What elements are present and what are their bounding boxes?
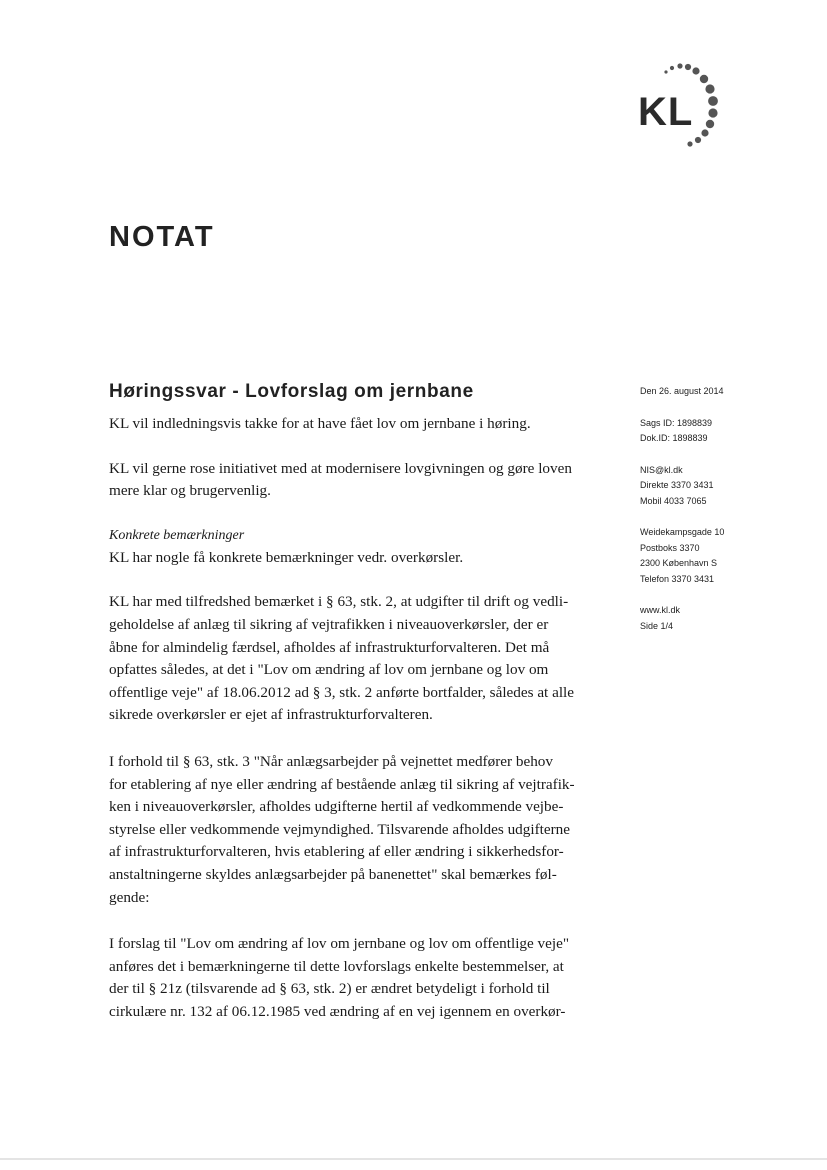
text-line: åbne for almindelig færdsel, afholdes af infrastrukturforvalteren. Det må xyxy=(109,638,550,656)
case-id-block xyxy=(640,416,800,447)
website: www.kl.dk xyxy=(640,605,681,615)
scan-edge-divider xyxy=(0,1158,827,1160)
sidebar-metadata xyxy=(640,384,800,650)
case-id: Sags ID: 1898839 xyxy=(640,417,713,428)
document-date: Den 26. august 2014 xyxy=(640,386,724,396)
paragraph-body-2 xyxy=(109,751,604,909)
paragraph-body-1 xyxy=(109,591,604,727)
street-address: Weidekampsgade 10 xyxy=(640,527,725,537)
logo-text: KL xyxy=(638,90,694,134)
telephone: Telefon 3370 3431 xyxy=(640,573,715,584)
paragraph-praise xyxy=(109,458,604,503)
text-line: anføres det i bemærkningerne til dette lovforslags enkelte bestemmelser, at xyxy=(109,957,564,975)
text-line: KL har med tilfredshed bemærket i § 63, stk. 2, at udgifter til drift og vedli- xyxy=(109,593,569,611)
section-subheading: Konkrete bemærkninger xyxy=(109,527,245,543)
paragraph-intro xyxy=(109,413,604,436)
mobile-phone: Mobil 4033 7065 xyxy=(640,495,707,506)
document-id: Dok.ID: 1898839 xyxy=(640,433,708,443)
web-block xyxy=(640,603,800,634)
text-line: for etablering af nye eller ændring af bestående anlæg til sikring af vejtrafik- xyxy=(109,775,575,793)
section-intro xyxy=(109,547,604,570)
text-line: ken i niveauoverkørsler, afholdes udgifterne hertil af vedkommende vejbe- xyxy=(109,798,564,816)
text-line: KL har nogle få konkrete bemærkninger vedr. overkørsler. xyxy=(109,548,464,566)
text-line: mere klar og brugervenlig. xyxy=(109,482,271,500)
direct-phone: Direkte 3370 3431 xyxy=(640,480,714,490)
text-line: anstaltningerne skyldes anlægsarbejder på banenettet" skal bemærkes føl- xyxy=(109,865,557,883)
po-box: Postboks 3370 xyxy=(640,542,700,553)
date-block xyxy=(640,384,800,400)
contact-block xyxy=(640,463,800,510)
text-line: cirkulære nr. 132 af 06.12.1985 ved ændring af en vej igennem en overkør- xyxy=(109,1002,566,1020)
email: NIS@kl.dk xyxy=(640,464,683,475)
text-line: af infrastrukturforvalteren, hvis etablering af eller ændring i sikkerhedsfor- xyxy=(109,843,564,861)
postal-city: 2300 København S xyxy=(640,558,718,568)
main-content xyxy=(109,381,604,1023)
address-block xyxy=(640,525,800,587)
document-type-heading: NOTAT xyxy=(109,221,215,253)
document-title: Høringssvar - Lovforslag om jernbane xyxy=(109,381,474,402)
text-line: KL vil indledningsvis takke for at have fået lov om jernbane i høring. xyxy=(109,415,531,432)
paragraph-body-3 xyxy=(109,933,604,1023)
text-line: I forslag til "Lov om ændring af lov om jernbane og lov om offentlige veje" xyxy=(109,935,570,953)
text-line: sikrede overkørsler er ejet af infrastrukturforvalteren. xyxy=(109,706,433,724)
text-line: geholdelse af anlæg til sikring af vejtrafikken i niveauoverkørsler, der er xyxy=(109,615,549,633)
text-line: der til § 21z (tilsvarende ad § 63, stk. 2) er ændret betydeligt i forhold til xyxy=(109,980,550,998)
text-line: styrelse eller vedkommende vejmyndighed. Tilsvarende afholdes udgifterne xyxy=(109,820,570,838)
page-number: Side 1/4 xyxy=(640,620,674,631)
text-line: gende: xyxy=(109,888,150,906)
text-line: I forhold til § 63, stk. 3 "Når anlægsarbejder på vejnettet medfører behov xyxy=(109,752,553,770)
kl-logo xyxy=(636,62,732,158)
text-line: offentlige veje" af 18.06.2012 ad § 3, stk. 2 anførte bortfalder, således at alle xyxy=(109,683,574,701)
text-line: KL vil gerne rose initiativet med at modernisere lovgivningen og gøre loven xyxy=(109,459,572,477)
text-line: opfattes således, at det i "Lov om ændring af lov om jernbane og lov om xyxy=(109,661,549,679)
